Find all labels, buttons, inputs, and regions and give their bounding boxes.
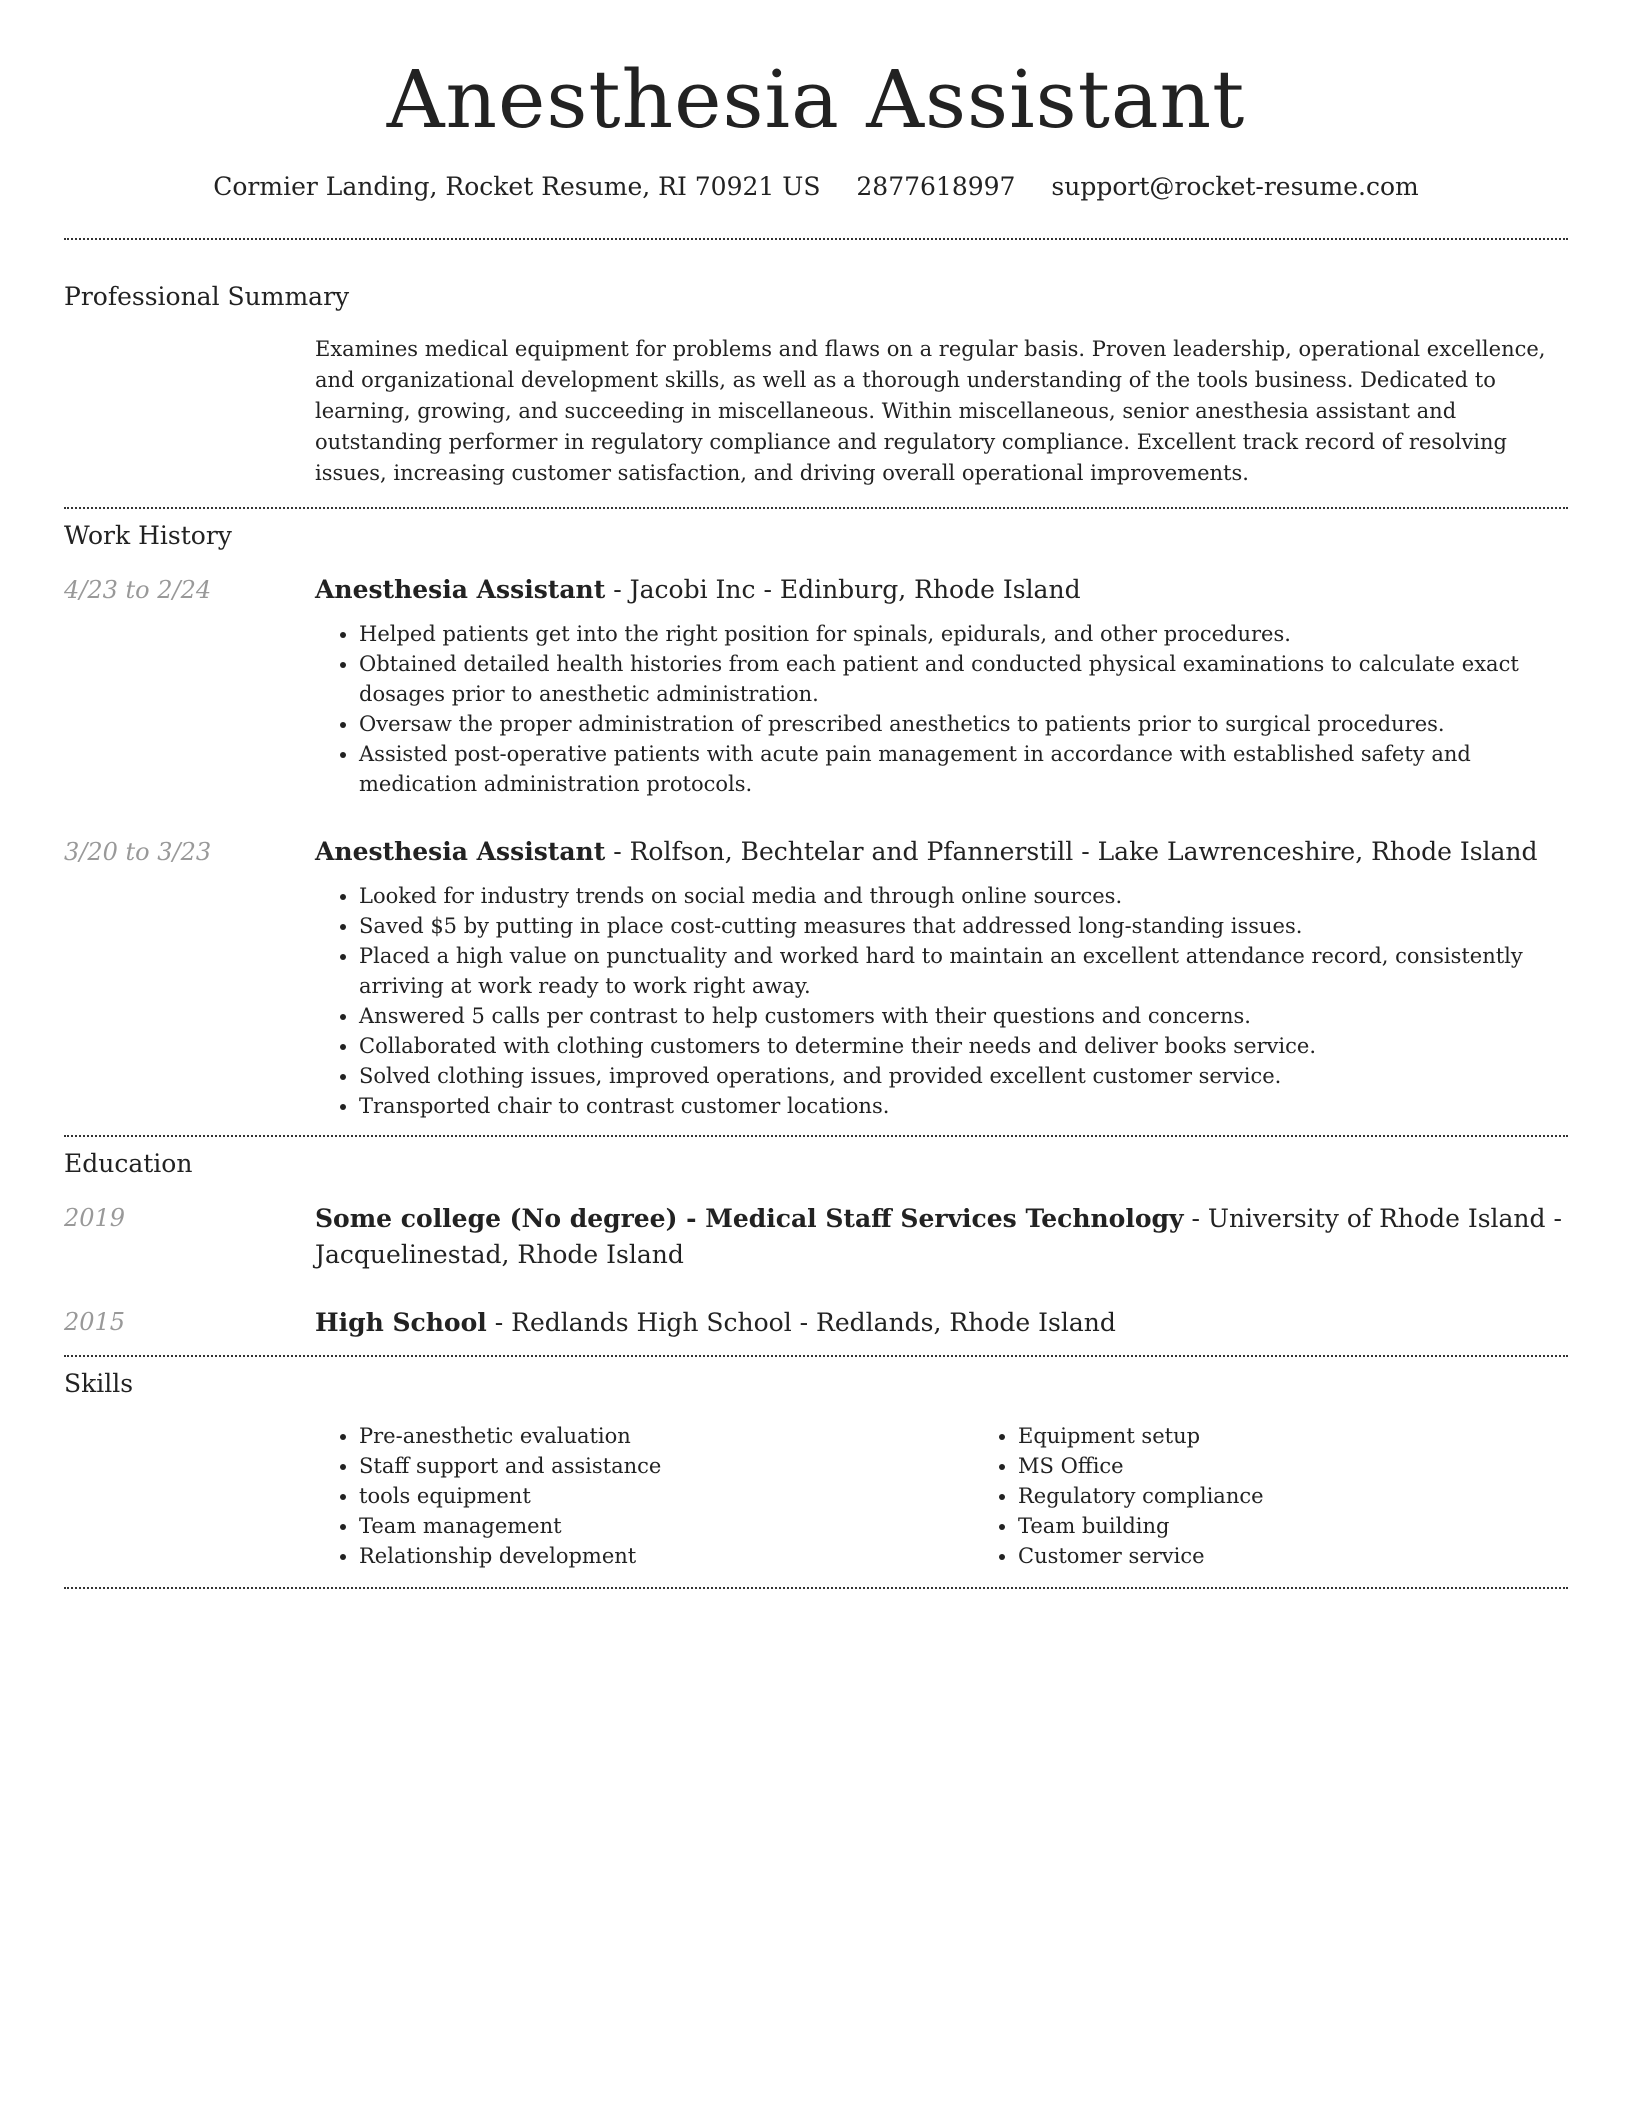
- skill-item: • Relationship development: [359, 1541, 974, 1571]
- work-history-section: [64, 519, 1568, 1121]
- job-company: - Jacobi Inc - Edinburg, Rhode Island: [605, 575, 1081, 604]
- work-history-section-title: Work History: [64, 521, 232, 550]
- skill-item: • Equipment setup: [1018, 1421, 1632, 1451]
- section-divider: [64, 1587, 1568, 1589]
- summary-section-title: Professional Summary: [64, 282, 350, 311]
- education-section-title: Education: [64, 1149, 193, 1178]
- education-year: 2019: [64, 1204, 126, 1232]
- list-item: • Saved $5 by putting in place cost-cutting measures that addressed long-standing issues.: [359, 911, 1568, 941]
- summary-spacer: [64, 334, 315, 489]
- section-divider: [64, 1135, 1568, 1137]
- section-divider: [64, 1355, 1568, 1357]
- summary-text: Examines medical equipment for problems and flaws on a regular basis. Proven leadership, operational excellence, and organizational development skills, as well as a thorough understanding of the tools business. Dedicated to learning, growing, and succeeding in miscellaneous. Within miscellaneous, senior anesthesia assistant and outstanding performer in regulatory compliance and regulatory compliance. Excellent track record of resolving issues, increasing customer satisfaction, and driving overall operational improvements.: [315, 337, 1546, 485]
- candidate-name: Anesthesia Assistant: [386, 53, 1246, 146]
- education-entry: [64, 1201, 1568, 1273]
- education-year: 2015: [64, 1308, 126, 1336]
- job-entry: [64, 835, 1568, 1121]
- job-dates: 4/23 to 2/24: [64, 576, 212, 604]
- resume-page: [64, 0, 1568, 1589]
- skill-item: • Staff support and assistance: [359, 1451, 974, 1481]
- section-divider: [64, 507, 1568, 509]
- job-role: Anesthesia Assistant: [315, 575, 606, 604]
- list-item: • Obtained detailed health histories from each patient and conducted physical examinations to calculate exact dosages prior to anesthetic administration.: [359, 649, 1568, 709]
- education-degree: Some college (No degree) - Medical Staff Services Technology: [315, 1204, 1184, 1233]
- skills-section: [64, 1367, 1568, 1571]
- skill-item: • Regulatory compliance: [1018, 1481, 1632, 1511]
- skills-list-left: [315, 1421, 974, 1571]
- list-item: • Transported chair to contrast customer locations.: [359, 1091, 1568, 1121]
- list-item: • Collaborated with clothing customers to determine their needs and deliver books service.: [359, 1031, 1568, 1061]
- education-section: [64, 1147, 1568, 1341]
- education-title: [315, 1305, 1568, 1341]
- contact-address: Cormier Landing, Rocket Resume, RI 70921 US: [213, 172, 821, 201]
- contact-phone: 2877618997: [856, 172, 1016, 201]
- skill-item: • Pre-anesthetic evaluation: [359, 1421, 974, 1451]
- list-item: • Solved clothing issues, improved operations, and provided excellent customer service.: [359, 1061, 1568, 1091]
- summary-section: [64, 280, 1568, 489]
- skill-item: • tools equipment: [359, 1481, 974, 1511]
- job-bullets: [315, 619, 1568, 799]
- list-item: • Answered 5 calls per contrast to help customers with their questions and concerns.: [359, 1001, 1568, 1031]
- list-item: • Placed a high value on punctuality and worked hard to maintain an excellent attendance record, consistently arriving at work ready to work right away.: [359, 941, 1568, 1001]
- list-item: • Assisted post-operative patients with acute pain management in accordance with established safety and medication administration protocols.: [359, 739, 1568, 799]
- job-bullets: [315, 881, 1568, 1121]
- job-dates: 3/20 to 3/23: [64, 838, 212, 866]
- job-company: - Rolfson, Bechtelar and Pfannerstill - Lake Lawrenceshire, Rhode Island: [605, 837, 1538, 866]
- skill-item: • Team management: [359, 1511, 974, 1541]
- list-item: • Looked for industry trends on social media and through online sources.: [359, 881, 1568, 911]
- education-school: - Redlands High School - Redlands, Rhode Island: [486, 1308, 1116, 1337]
- skills-list-right: [974, 1421, 1632, 1571]
- skill-item: • Team building: [1018, 1511, 1632, 1541]
- skill-item: • Customer service: [1018, 1541, 1632, 1571]
- education-school: - University of Rhode Island - Jacquelinestad, Rhode Island: [315, 1204, 1562, 1269]
- education-title: [315, 1201, 1568, 1273]
- skills-grid: [315, 1421, 1632, 1571]
- list-item: • Helped patients get into the right position for spinals, epidurals, and other procedures.: [359, 619, 1568, 649]
- section-divider: [64, 238, 1568, 240]
- skill-item: • MS Office: [1018, 1451, 1632, 1481]
- job-title: [315, 835, 1568, 869]
- education-entry: [64, 1305, 1568, 1341]
- education-degree: High School: [315, 1308, 487, 1337]
- contact-line: [64, 170, 1568, 204]
- job-title: [315, 573, 1568, 607]
- job-entry: [64, 573, 1568, 799]
- job-role: Anesthesia Assistant: [315, 837, 606, 866]
- skills-section-title: Skills: [64, 1369, 134, 1398]
- contact-email: support@rocket-resume.com: [1051, 172, 1419, 201]
- skills-spacer: [64, 1421, 315, 1571]
- list-item: • Oversaw the proper administration of prescribed anesthetics to patients prior to surgical procedures.: [359, 709, 1568, 739]
